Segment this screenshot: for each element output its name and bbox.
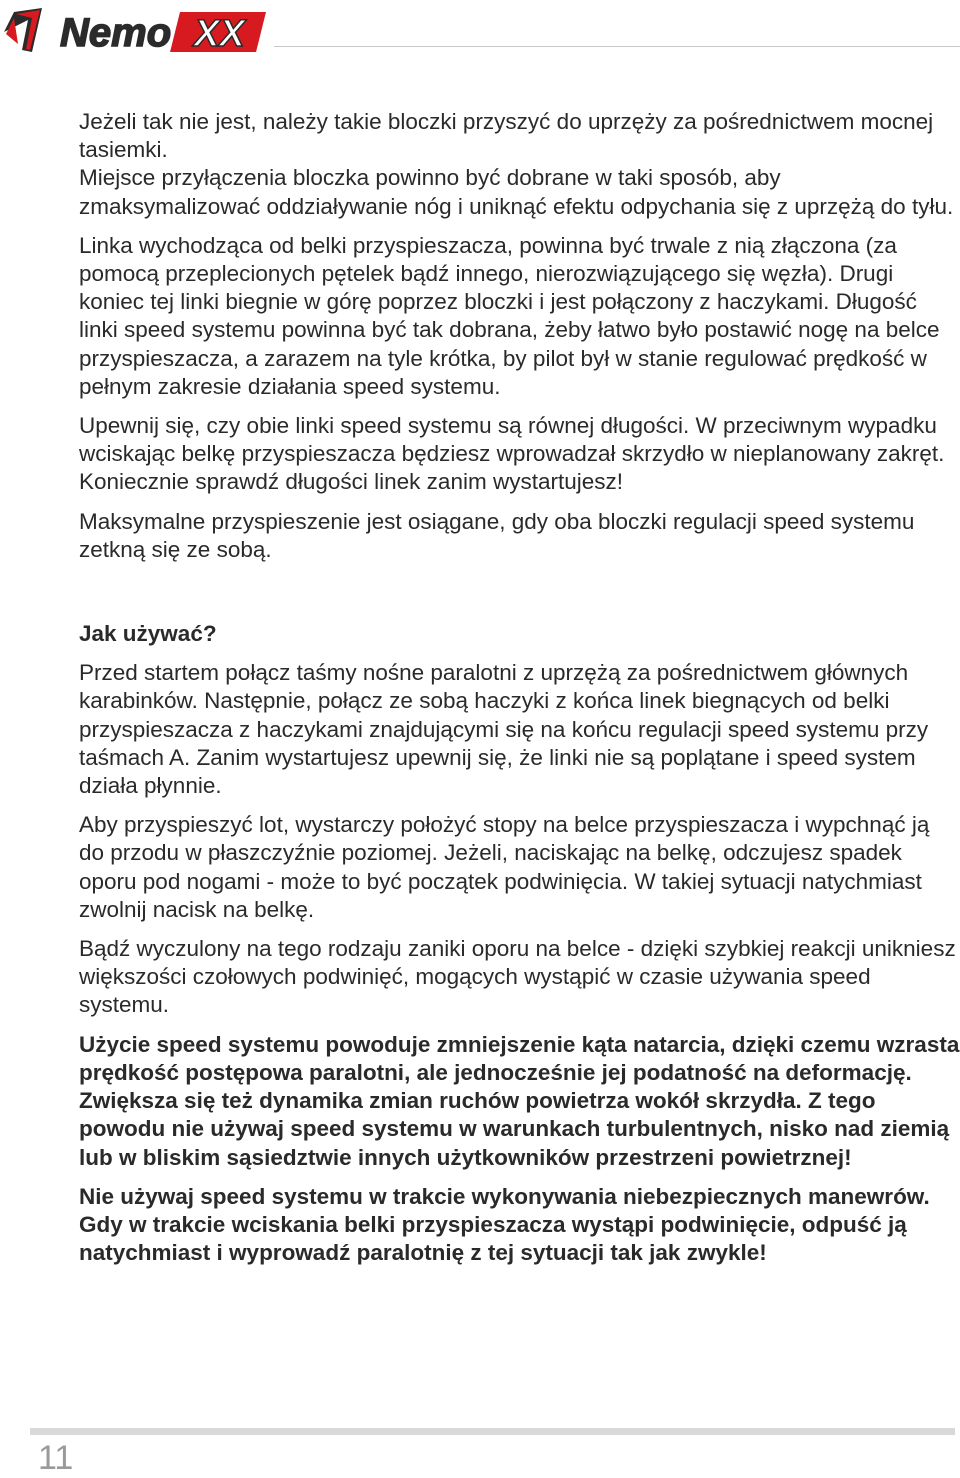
page-header xyxy=(0,0,960,60)
section-heading: Jak używać? xyxy=(79,621,217,647)
nemo-xx-logo xyxy=(2,4,270,54)
wing-emblem-icon xyxy=(4,8,42,52)
paragraph: Bądź wyczulony na tego rodzaju zaniki oporu na belce - dzięki szybkiej reakcji unikniesz większości czołowych podwinięć, mogących wystąpić w czasie używania speed systemu. xyxy=(79,936,956,1018)
paragraph: Aby przyspieszyć lot, wystarczy położyć stopy na belce przyspieszacza i wypchnąć ją do przodu w płaszczyźnie poziomej. Jeżeli, naciskając na belkę, odczujesz spadek oporu pod nogami - może to być początek podwinięcia. W takiej sytuacji natychmiast zwolnij nacisk na belkę. xyxy=(79,812,930,922)
paragraph: Maksymalne przyspieszenie jest osiągane, gdy oba bloczki regulacji speed systemu zetkną się ze sobą. xyxy=(79,508,915,562)
paragraph: Przed startem połącz taśmy nośne paralotni z uprzężą za pośrednictwem głównych karabinków. Następnie, połącz ze sobą haczyki z końca linek biegnących od belki przyspieszacza z haczykami znajdującymi się na końcu regulacji speed systemu przy taśmach A. Zanim wystartujesz upewnij się, że linki nie są poplątane i speed system działa płynnie. xyxy=(79,660,929,799)
header-rule xyxy=(274,46,960,47)
paragraph: Upewnij się, czy obie linki speed systemu są równej długości. W przeciwnym wypadku wciskając belkę przyspieszacza będziesz wprowadzał skrzydło w nieplanowany zakręt. Koniecznie sprawdź długości linek zanim wystartujesz! xyxy=(79,413,945,495)
warning-paragraph: Użycie speed systemu powoduje zmniejszenie kąta natarcia, dzięki czemu wzrasta prędkość postępowa paralotni, ale jednocześnie jej podatność na deformację. Zwiększa się też dynamika zmian ruchów powietrza wokół skrzydła. Z tego powodu nie używaj speed systemu w warunkach turbulentnych, nisko nad ziemią lub w bliskim sąsiedztwie innych użytkowników przestrzeni powietrznej! xyxy=(79,1031,960,1170)
footer-rule xyxy=(30,1428,955,1435)
page-number: 11 xyxy=(38,1439,74,1477)
paragraph: Jeżeli tak nie jest, należy takie bloczki przyszyć do uprzęży za pośrednictwem mocnej tasiemki. xyxy=(79,109,934,163)
page-content xyxy=(79,108,960,1278)
paragraph: Linka wychodząca od belki przyspieszacza, powinna być trwale z nią złączona (za pomocą przeplecionych pętelek bądź innego, nierozwiązującego się węzła). Drugi koniec tej linki biegnie w górę poprzez bloczki i jest połączony z haczykami. Długość linki speed systemu powinna być tak dobrana, żeby łatwo było postawić nogę na belce przyspieszacza, a zarazem na tyle krótka, by pilot był w stanie regulować prędkość w pełnym zakresie działania speed systemu. xyxy=(79,232,940,399)
svg-text:Nemo: Nemo xyxy=(60,11,172,54)
paragraph: Miejsce przyłączenia bloczka powinno być dobrane w taki sposób, aby zmaksymalizować oddziaływanie nóg i uniknąć efektu odpychania się z uprzężą do tyłu. xyxy=(79,165,954,219)
svg-text:XX: XX xyxy=(194,13,245,54)
warning-paragraph: Nie używaj speed systemu w trakcie wykonywania niebezpiecznych manewrów. Gdy w trakcie wciskania belki przyspieszacza wystąpi podwinięcie, odpuść ją natychmiast i wyprowadź paralotnię z tej sytuacji tak jak zwykle! xyxy=(79,1183,930,1266)
